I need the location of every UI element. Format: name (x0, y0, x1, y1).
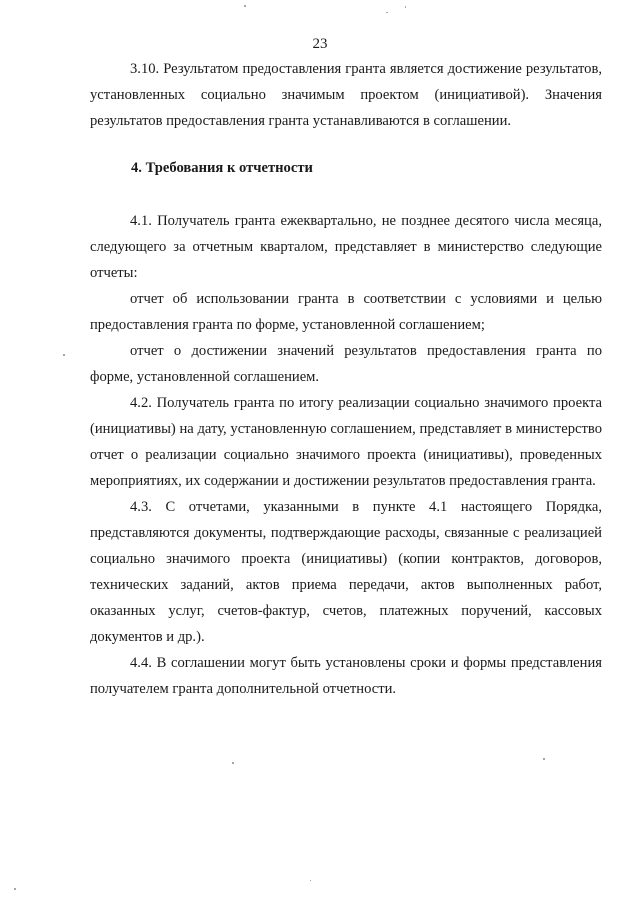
paragraph-4-3: 4.3. С отчетами, указанными в пункте 4.1 настоящего Порядка, представляются документы, подтверждающие расходы, связанные с реализацией социально значимого проекта (инициативы) (копии контрактов, договоров, технических заданий, актов приема передачи, актов выполненных работ, оказанных услуг, счетов-фактур, счетов, платежных поручений, кассовых документов и др.). (90, 499, 602, 645)
page-number: 23 (312, 36, 328, 52)
section-4-body (90, 208, 602, 702)
scan-speck (386, 12, 388, 13)
section-3-10 (90, 56, 602, 134)
scan-speck (63, 354, 65, 356)
scan-speck (310, 880, 311, 881)
paragraph-4-1-item-1: отчет об использовании гранта в соответствии с условиями и целью предоставления гранта по форме, установленной соглашением; (90, 291, 602, 333)
section-4-heading: 4. Требования к отчетности (131, 160, 313, 176)
scan-speck (543, 758, 545, 760)
scan-speck (244, 5, 246, 7)
paragraph-4-4: 4.4. В соглашении могут быть установлены сроки и формы представления получателем гранта дополнительной отчетности. (90, 655, 602, 697)
paragraph-4-1: 4.1. Получатель гранта ежеквартально, не позднее десятого числа месяца, следующего за отчетным кварталом, представляет в министерство следующие отчеты: (90, 213, 602, 281)
scan-speck (405, 6, 406, 8)
paragraph-3-10: 3.10. Результатом предоставления гранта является достижение результатов, установленных социально значимым проектом (инициативой). Значения результатов предоставления гранта устанавливаются в соглашении. (90, 61, 602, 129)
scan-speck (14, 888, 16, 890)
paragraph-4-2: 4.2. Получатель гранта по итогу реализации социально значимого проекта (инициативы) на дату, установленную соглашением, представляет в министерство отчет о реализации социально значимого проекта (инициативы), проведенных мероприятиях, их содержании и достижении результатов предоставления гранта. (90, 395, 602, 489)
paragraph-4-1-item-2: отчет о достижении значений результатов предоставления гранта по форме, установленной соглашением. (90, 343, 602, 385)
scan-speck (232, 762, 234, 764)
